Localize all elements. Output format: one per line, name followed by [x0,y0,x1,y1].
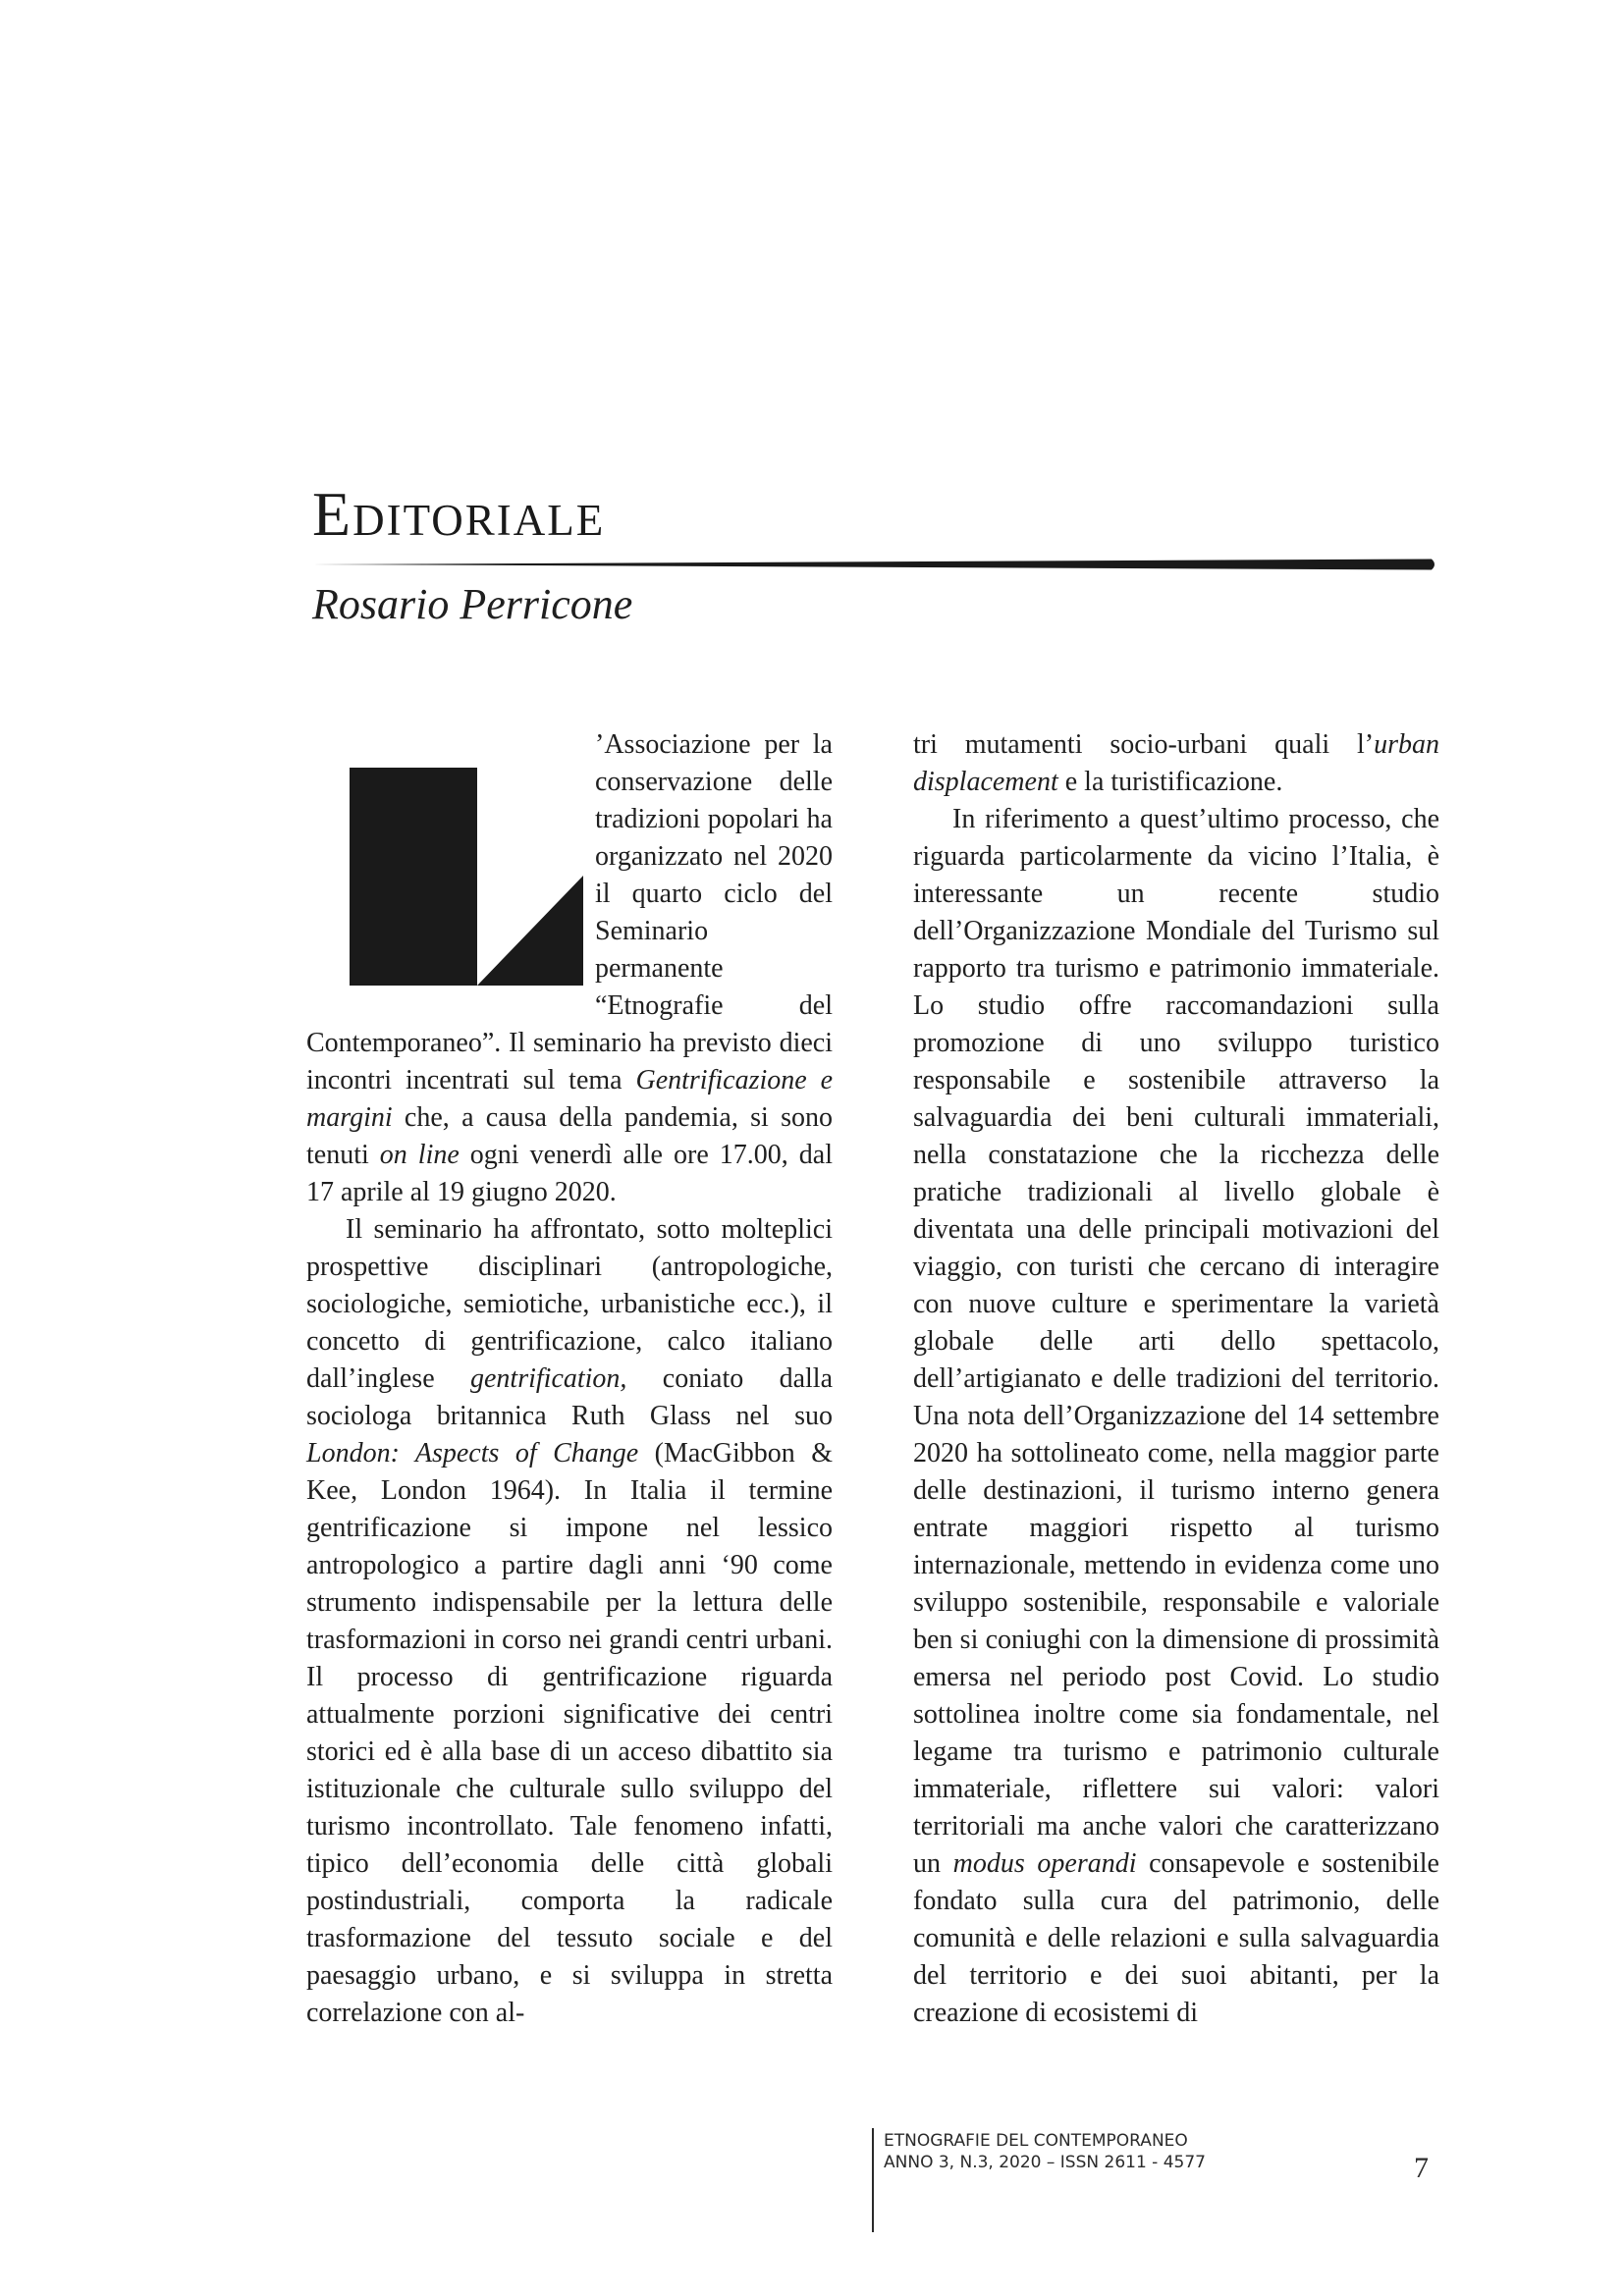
author-name: Rosario Perricone [312,580,633,628]
italic-term: on line [379,1140,460,1170]
text-run: ogni venerdì alle ore 17.00, dal 17 aprile al 19 giugno 2020. [306,1140,833,1207]
italic-term: gentrification, [470,1363,627,1394]
paragraph-3 [913,801,1439,2032]
dropcap-letter-l [306,758,591,1015]
text-run: In riferimento a quest’ultimo processo, che riguarda particolarmente da vicino l’Italia, è interessante un recente studio dell’Organizzazione Mondiale del Turismo sul rapporto tra turismo e patrimonio immateriale. Lo studio offre raccomandazioni sulla promozione di uno sviluppo turistico responsabile e sostenibile attraverso la salvaguardia dei beni culturali immateriali, nella constatazione che la ricchezza delle pratiche tradizionali al livello globale è diventata una delle principali motivazioni del viaggio, con turisti che cercano di interagire con nuove culture e sperimentare la varietà globale delle arti dello spettacolo, dell’artigianato e delle tradizioni del territorio. Una nota dell’Organizzazione del 14 settembre 2020 ha sottolineato come, nella maggior parte delle destinazioni, il turismo interno genera entrate maggiori rispetto al turismo internazionale, mettendo in evidenza come uno sviluppo sostenibile, responsabile e valoriale ben si coniughi con la dimensione di prossimità emersa nel periodo post Covid. Lo studio sottolinea inoltre come sia fondamentale, nel legame tra turismo e patrimonio culturale immateriale, riflettere sui valori: valori territoriali ma anche valori che caratterizzano un [913,804,1439,1879]
journal-name: ETNOGRAFIE DEL CONTEMPORANEO [884,2131,1188,2151]
issue-info: ANNO 3, N.3, 2020 – ISSN 2611 - 4577 [884,2153,1206,2172]
text-run: che, a causa della pandemia, si sono tenuti [306,1102,833,1170]
italic-term: Gentrificazione e margini [306,1065,833,1133]
italic-term: urban displacement [913,729,1439,797]
text-run: ’Associazione per la conservazione delle tradizioni popolari ha organizzato nel 2020 il quarto ciclo del Seminario permanente “Etnografie del Contemporaneo”. Il seminario ha previsto dieci incontri incentrati sul tema [306,729,833,1095]
text-run: Il seminario ha affrontato, sotto molteplici prospettive disciplinari (antropologiche, sociologiche, semiotiche, urbanistiche ecc.), il concetto di gentrificazione, calco italiano dall’inglese [306,1214,833,1394]
footer-divider [872,2128,874,2232]
title-rule [312,558,1437,571]
page-number: 7 [1414,2152,1429,2184]
article-column-left [306,726,833,2032]
page-title: Editoriale [312,479,606,549]
paragraph-2 [306,1211,833,2032]
italic-book-title: London: Aspects of Change [306,1438,639,1468]
text-run: coniato dalla sociologa britannica Ruth Glass nel suo [306,1363,834,1431]
text-run: consapevole e sostenibile fondato sulla cura del patrimonio, delle comunità e delle relazioni e sulla salvaguardia del territorio e dei suoi abitanti, per la creazione di ecosistemi di [913,1848,1439,2028]
footer-journal-info [884,2130,1206,2173]
dropcap-graphic [306,758,591,1015]
text-run: tri mutamenti socio-urbani quali l’ [913,729,1375,760]
italic-term: modus operandi [952,1848,1137,1879]
article-column-right [913,726,1439,2032]
paragraph-continued [913,726,1439,801]
text-run: e la turistificazione. [1057,767,1283,797]
text-run: (MacGibbon & Kee, London 1964). In Italia il termine gentrificazione si impone nel lessico antropologico a partire dagli anni ‘90 come strumento indispensabile per la lettura delle trasformazioni in corso nei grandi centri urbani. Il processo di gentrificazione riguarda attualmente porzioni significative dei centri storici ed è alla base di un acceso dibattito sia istituzionale che culturale sullo sviluppo del turismo incontrollato. Tale fenomeno infatti, tipico dell’economia delle città globali postindustriali, comporta la radicale trasformazione del tessuto sociale e del paesaggio urbano, e si sviluppa in stretta correlazione con al- [306,1438,833,2028]
